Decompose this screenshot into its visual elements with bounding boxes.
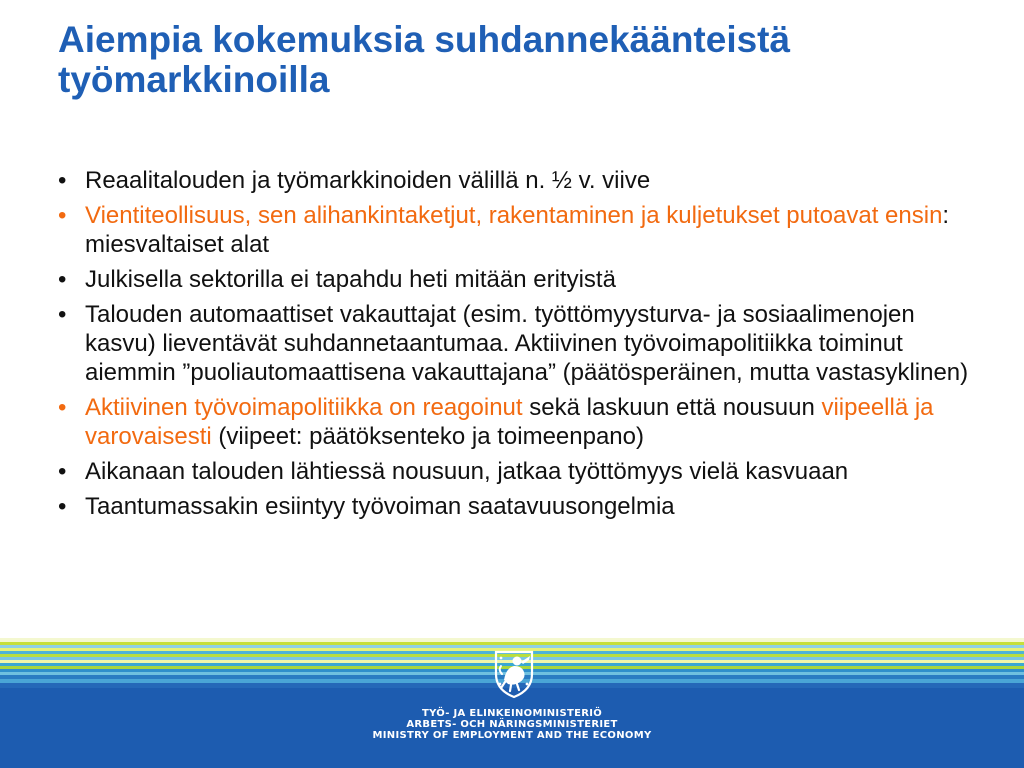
bullet-marker: • xyxy=(58,458,67,485)
bullet-text-highlight: Aktiivinen työvoimapolitiikka on reagoinut xyxy=(85,394,523,421)
bullet-text: : miesvaltaiset alat xyxy=(85,202,950,258)
coat-of-arms-logo xyxy=(486,644,542,700)
ministry-name xyxy=(330,708,694,741)
bullet-text-highlight: viipeellä ja varovaisesti xyxy=(85,394,934,450)
bullet-marker: • xyxy=(58,202,67,229)
bullet-item xyxy=(58,300,988,387)
bullet-text: Talouden automaattiset vakauttajat (esim. työttömyysturva- ja sosiaalimenojen kasvu) lieventävät suhdannetaantumaa. Aktiivinen työvoimapolitiikka toiminut aiemmin ”puoliautomaattisena vakauttajana” (päätösperäinen, mutta vastasyklinen) xyxy=(85,301,969,386)
bullet-item xyxy=(58,492,988,521)
slide-title-line-2: työmarkkinoilla xyxy=(58,59,330,100)
bullet-marker: • xyxy=(58,266,67,293)
bullet-marker: • xyxy=(58,493,67,520)
finnish-lion-coat-of-arms-icon xyxy=(486,644,542,700)
bullet-item xyxy=(58,166,988,195)
bullet-item xyxy=(58,265,988,294)
bullet-list xyxy=(58,166,988,527)
bullet-item xyxy=(58,201,988,259)
bullet-marker: • xyxy=(58,301,67,328)
bullet-text: (viipeet: päätöksenteko ja toimeenpano) xyxy=(211,423,644,450)
slide-title-line-1: Aiempia kokemuksia suhdannekäänteistä xyxy=(58,19,791,60)
bullet-item xyxy=(58,457,988,486)
bullet-marker: • xyxy=(58,167,67,194)
slide-title xyxy=(58,20,998,100)
bullet-text: Taantumassakin esiintyy työvoiman saatavuusongelmia xyxy=(85,493,675,520)
bullet-item xyxy=(58,393,988,451)
ministry-footer-banner xyxy=(0,638,1024,768)
ministry-name-finnish: TYÖ- JA ELINKEINOMINISTERIÖ xyxy=(421,708,603,719)
bullet-marker: • xyxy=(58,394,67,421)
bullet-text-highlight: Vientiteollisuus, sen alihankintaketjut, rakentaminen ja kuljetukset putoavat ensin xyxy=(85,202,943,229)
bullet-text: Julkisella sektorilla ei tapahdu heti mitään erityistä xyxy=(85,266,616,293)
bullet-text: Aikanaan talouden lähtiessä nousuun, jatkaa työttömyys vielä kasvuaan xyxy=(85,458,849,485)
bullet-text: sekä laskuun että nousuun xyxy=(522,394,822,421)
ministry-name-english: MINISTRY OF EMPLOYMENT AND THE ECONOMY xyxy=(372,730,652,741)
bullet-text: Reaalitalouden ja työmarkkinoiden välillä n. ½ v. viive xyxy=(85,167,651,194)
ministry-name-swedish: ARBETS- OCH NÄRINGSMINISTERIET xyxy=(406,719,618,730)
